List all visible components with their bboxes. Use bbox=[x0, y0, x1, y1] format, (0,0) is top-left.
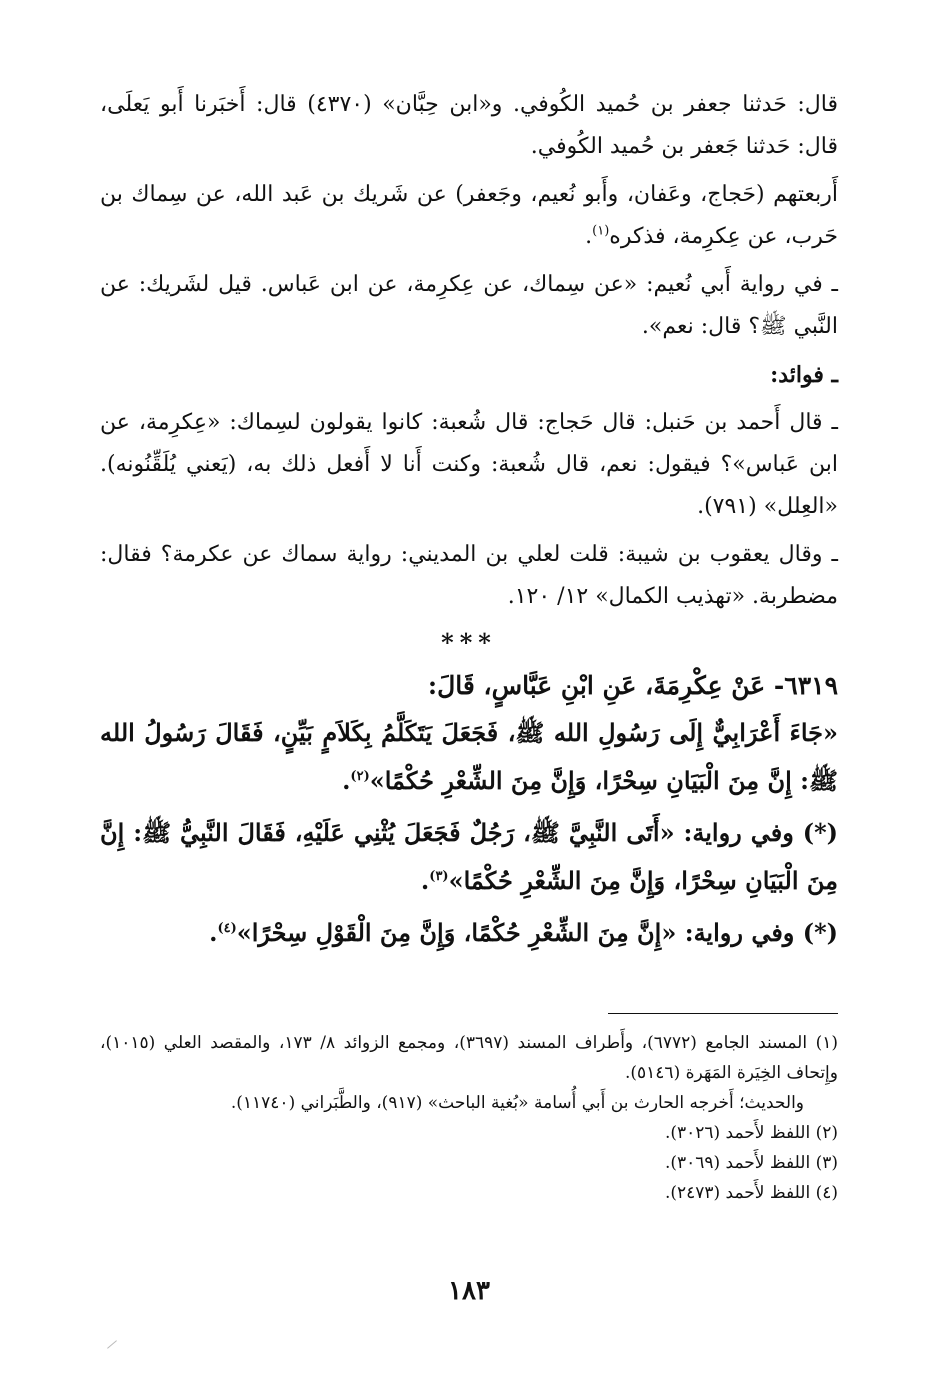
footnote-1: (١) المسند الجامع (٦٧٧٢)، وأَطراف المسند (٣٦٩٧)، ومجمع الزوائد ٨/ ١٧٣، والمقصد العلي (١٠١٥)، وإِتحاف الخِيَرة المَهَرة (٥١٤٦). bbox=[100, 1033, 838, 1083]
footnote-ref-2: (٢) bbox=[350, 769, 370, 784]
footnote-4: (٤) اللفظ لأَحمد (٢٤٧٣). bbox=[664, 1183, 838, 1203]
hadith-variant-1: (*) وفي رواية: «أَتَى النَّبِيَّ ﷺ، رَجُلٌ فَجَعَلَ يُثْنِي عَلَيْهِ، فَقَالَ النَّبِيُّ ﷺ: إِنَّ مِنَ الْبَيَانِ سِحْرًا، وَإِنَّ مِنَ الشِّعْرِ حُكْمًا»$^{(٣)}$. bbox=[100, 818, 838, 895]
footnote-2: (٢) اللفظ لأَحمد (٣٠٢٦). bbox=[664, 1123, 838, 1143]
hadith-main-text: «جَاءَ أَعْرَابِيٌّ إِلَى رَسُولِ الله ﷺ، فَجَعَلَ يَتَكَلَّمُ بِكَلاَمٍ بَيِّنٍ، فَقَالَ رَسُولُ الله ﷺ: إِنَّ مِنَ الْبَيَانِ سِحْرًا، وَإِنَّ مِنَ الشِّعْرِ حُكْمًا» bbox=[100, 718, 838, 795]
footnote-ref-4: (٤) bbox=[217, 921, 237, 936]
hadith-text: «جَاءَ أَعْرَابِيٌّ إِلَى رَسُولِ الله ﷺ، فَجَعَلَ يَتَكَلَّمُ بِكَلاَمٍ بَيِّنٍ، فَقَالَ رَسُولُ الله ﷺ: إِنَّ مِنَ الْبَيَانِ سِحْرًا، وَإِنَّ مِنَ الشِّعْرِ حُكْمًا»$^{(٢)}$. bbox=[100, 718, 838, 795]
paragraph-1: قال: حَدثنا جعفر بن حُميد الكُوفي. و«ابن حِبَّان» (٤٣٧٠) قال: أَخبَرنا أَبو يَعلَى، قال: حَدثنا جَعفر بن حُميد الكُوفي. bbox=[100, 92, 839, 159]
paragraph-2-text: أَربعتهم (حَجاج، وعَفان، وأَبو نُعيم، وجَعفر) عن شَريك بن عَبد الله، عن سِماك بن حَرب، عن عِكرِمة، فذكره bbox=[100, 182, 838, 249]
paragraph-3: ـ في رواية أَبي نُعيم: «عن سِماك، عن عِكرِمة، عن ابن عَباس. قيل لشَريك: عن النَّبي ﷺ؟ قال: نعم». bbox=[100, 272, 838, 339]
paragraph-2: أَربعتهم (حَجاج، وعَفان، وأَبو نُعيم، وجَعفر) عن شَريك بن عَبد الله، عن سِماك بن حَرب، عن عِكرِمة، فذكره$^{(١)}$. bbox=[100, 182, 838, 249]
footnote-divider bbox=[608, 1013, 838, 1014]
footnote-3: (٣) اللفظ لأَحمد (٣٠٦٩). bbox=[664, 1153, 838, 1173]
hadith-variant-2-text: (*) وفي رواية: «إِنَّ مِنَ الشِّعْرِ حُكْمًا، وَإِنَّ مِنَ الْقَوْلِ سِحْرًا» bbox=[236, 918, 838, 947]
hadith-heading: ٦٣١٩- عَنْ عِكْرِمَةَ، عَنِ ابْنِ عَبَّاسٍ، قَالَ: bbox=[427, 671, 838, 700]
main-text bbox=[100, 84, 838, 957]
footnote-1-continued: والحديث؛ أَخرجه الحارث بن أَبي أُسامة «بُغية الباحث» (٩١٧)، والطَّبَراني (١١٧٤٠). bbox=[230, 1093, 804, 1113]
paragraph-5: ـ وقال يعقوب بن شيبة: قلت لعلي بن المديني: رواية سماك عن عكرمة؟ فقال: مضطربة. «تهذيب الكمال» ١٢/ ١٢٠. bbox=[100, 542, 838, 609]
benefits-heading: ـ فوائد: bbox=[770, 362, 838, 388]
section-separator: *** bbox=[441, 628, 497, 657]
scan-mark bbox=[107, 1340, 117, 1348]
paragraph-4: ـ قال أَحمد بن حَنبل: قال حَجاج: قال شُعبة: كانوا يقولون لسِماك: «عِكرِمة، عن ابن عَباس»؟ فيقول: نعم، قال شُعبة: وكنت أَنا لا أَفعل ذلك به، (يَعني يُلَقِّنُونه). «العِلل» (٧٩١). bbox=[100, 410, 838, 519]
footnotes bbox=[100, 1028, 838, 1208]
footnote-ref-1: (١) bbox=[592, 223, 610, 239]
footnote-ref-3: (٣) bbox=[429, 869, 449, 884]
hadith-variant-2: (*) وفي رواية: «إِنَّ مِنَ الشِّعْرِ حُكْمًا، وَإِنَّ مِنَ الْقَوْلِ سِحْرًا»$^{(٤)}$. bbox=[209, 918, 838, 947]
page-number: ١٨٣ bbox=[448, 1276, 490, 1306]
hadith-variant-1-text: (*) وفي رواية: «أَتَى النَّبِيَّ ﷺ، رَجُلٌ فَجَعَلَ يُثْنِي عَلَيْهِ، فَقَالَ النَّبِيُّ ﷺ: إِنَّ مِنَ الْبَيَانِ سِحْرًا، وَإِنَّ مِنَ الشِّعْرِ حُكْمًا» bbox=[100, 818, 838, 895]
